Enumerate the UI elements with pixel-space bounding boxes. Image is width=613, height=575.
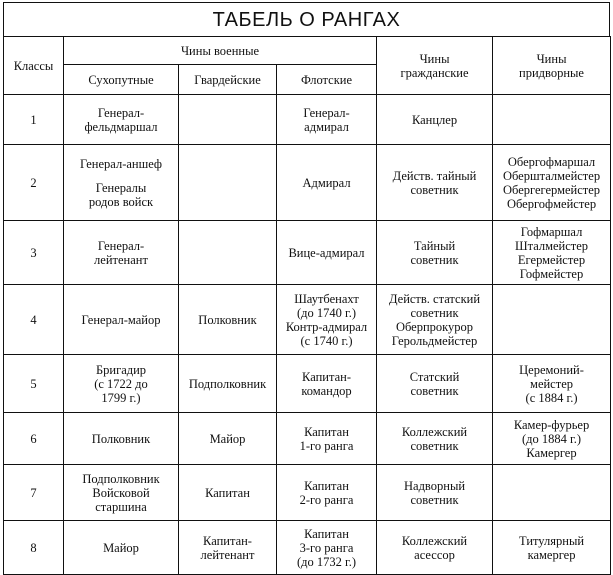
cell-line: Генерал-аншеф <box>79 156 163 171</box>
header-guard: Гвардейские <box>179 65 277 95</box>
cell-court <box>493 465 611 521</box>
cell-line: Капитан <box>304 424 349 439</box>
cell-line: Герольдмейстер <box>391 333 478 348</box>
cell-class: 3 <box>4 221 64 285</box>
cell-fleet <box>277 355 377 413</box>
cell-line: Шаутбенахт <box>294 291 359 306</box>
table-row <box>4 355 611 413</box>
cell-line: Контр-адмирал <box>285 319 368 334</box>
cell-line: Адмирал <box>302 175 351 190</box>
cell-fleet <box>277 145 377 221</box>
cell-line: Егермейстер <box>517 252 586 267</box>
cell-civil <box>377 145 493 221</box>
table-row <box>4 465 611 521</box>
cell-line: (с 1740 г.) <box>300 333 353 348</box>
cell-line: Генерал- <box>303 105 350 120</box>
cell-line: советник <box>410 182 459 197</box>
rank-table <box>3 36 611 575</box>
cell-line: (с 1722 до <box>94 376 148 391</box>
header-civil-line: гражданские <box>400 65 469 80</box>
table-title: ТАБЕЛЬ О РАНГАХ <box>3 2 610 36</box>
cell-class: 7 <box>4 465 64 521</box>
cell-class: 4 <box>4 285 64 355</box>
cell-guard <box>179 465 277 521</box>
cell-line: 2-го ранга <box>299 492 354 507</box>
cell-guard <box>179 413 277 465</box>
cell-civil <box>377 95 493 145</box>
header-classes: Классы <box>4 37 64 95</box>
cell-line: Генерал-майор <box>81 312 161 327</box>
cell-line: Камергер <box>526 445 577 460</box>
cell-line: Подполковник <box>82 471 160 486</box>
cell-guard <box>179 221 277 285</box>
cell-line: Генералы <box>95 180 147 195</box>
cell-line: Бригадир <box>95 362 147 377</box>
cell-line: Обергегермейстер <box>502 182 601 197</box>
header-civil <box>377 37 493 95</box>
cell-civil <box>377 521 493 575</box>
table-row <box>4 95 611 145</box>
cell-line: Гофмейстер <box>519 266 584 281</box>
cell-line: адмирал <box>304 119 349 134</box>
cell-court <box>493 221 611 285</box>
cell-line: Полковник <box>91 431 151 446</box>
cell-fleet <box>277 465 377 521</box>
cell-line: Церемоний- <box>519 362 584 377</box>
cell-civil <box>377 465 493 521</box>
cell-line: Действ. статский <box>388 291 481 306</box>
table-row <box>4 285 611 355</box>
cell-land <box>64 355 179 413</box>
cell-line: Майор <box>103 540 139 555</box>
header-civil-line: Чины <box>419 51 450 66</box>
cell-class: 6 <box>4 413 64 465</box>
cell-line: Полковник <box>198 312 257 327</box>
cell-class: 5 <box>4 355 64 413</box>
cell-line: Коллежский <box>401 533 468 548</box>
cell-line: 3-го ранга <box>299 540 354 555</box>
cell-line: Обершталмейстер <box>502 168 601 183</box>
cell-line: Титулярный <box>519 533 585 548</box>
cell-line: Генерал- <box>97 238 145 253</box>
cell-guard <box>179 521 277 575</box>
cell-line: Камер-фурьер <box>513 417 590 432</box>
cell-line: Генерал- <box>97 105 145 120</box>
cell-line: Подполковник <box>188 376 267 391</box>
table-row <box>4 413 611 465</box>
cell-line: Оберпрокурор <box>395 319 474 334</box>
cell-line: камергер <box>527 547 576 562</box>
cell-class: 8 <box>4 521 64 575</box>
cell-line: Капитан- <box>203 533 252 548</box>
cell-class: 2 <box>4 145 64 221</box>
cell-line: командор <box>301 383 352 398</box>
cell-line: Обергофмейстер <box>506 196 597 211</box>
header-military: Чины военные <box>64 37 377 65</box>
cell-line: родов войск <box>88 194 154 209</box>
cell-fleet <box>277 221 377 285</box>
cell-line: мейстер <box>530 376 573 391</box>
cell-civil <box>377 413 493 465</box>
table-row <box>4 145 611 221</box>
cell-line: Обергофмаршал <box>507 154 596 169</box>
cell-fleet <box>277 95 377 145</box>
cell-line: Коллежский <box>401 424 468 439</box>
cell-line: 1-го ранга <box>299 438 354 453</box>
cell-land <box>64 465 179 521</box>
rank-table-sheet <box>3 2 610 575</box>
header-land: Сухопутные <box>64 65 179 95</box>
cell-line: (до 1732 г.) <box>296 554 357 569</box>
cell-land <box>64 221 179 285</box>
cell-line: советник <box>410 492 459 507</box>
cell-line: советник <box>410 438 459 453</box>
cell-line: советник <box>410 252 459 267</box>
cell-line: старшина <box>95 499 147 514</box>
cell-court <box>493 521 611 575</box>
cell-line: асессор <box>414 547 455 562</box>
cell-class: 1 <box>4 95 64 145</box>
cell-court <box>493 145 611 221</box>
cell-line: Майор <box>209 431 246 446</box>
group-gap <box>66 171 176 181</box>
cell-court <box>493 413 611 465</box>
cell-line: Капитан <box>205 485 250 500</box>
cell-line: 1799 г.) <box>101 390 141 405</box>
cell-civil <box>377 355 493 413</box>
cell-fleet <box>277 285 377 355</box>
table-row <box>4 521 611 575</box>
cell-line: Капитан- <box>302 369 351 384</box>
cell-line: (до 1884 г.) <box>522 431 582 446</box>
cell-line: Действ. тайный <box>392 168 477 183</box>
cell-land <box>64 145 179 221</box>
cell-civil <box>377 221 493 285</box>
cell-line: Войсковой <box>92 485 150 500</box>
cell-guard <box>179 355 277 413</box>
cell-line: Капитан <box>304 478 349 493</box>
cell-line: Надворный <box>404 478 466 493</box>
cell-line: (до 1740 г.) <box>296 305 357 320</box>
header-fleet: Флотские <box>277 65 377 95</box>
cell-line: Гофмаршал <box>520 224 583 239</box>
cell-fleet <box>277 521 377 575</box>
cell-line: (с 1884 г.) <box>525 390 578 405</box>
cell-line: лейтенант <box>94 252 148 267</box>
header-court-line: Чины <box>536 51 567 66</box>
cell-land <box>64 95 179 145</box>
cell-guard <box>179 285 277 355</box>
cell-land <box>64 413 179 465</box>
cell-court <box>493 95 611 145</box>
header-court-line: придворные <box>519 65 584 80</box>
cell-line: фельдмаршал <box>84 119 158 134</box>
cell-court <box>493 285 611 355</box>
cell-line: Тайный <box>413 238 456 253</box>
table-row <box>4 221 611 285</box>
cell-line: Статский <box>409 369 460 384</box>
cell-fleet <box>277 413 377 465</box>
cell-line: советник <box>410 305 459 320</box>
cell-court <box>493 355 611 413</box>
cell-line: Капитан <box>304 526 349 541</box>
cell-guard <box>179 95 277 145</box>
cell-land <box>64 521 179 575</box>
header-court <box>493 37 611 95</box>
rank-table-body <box>4 95 611 575</box>
cell-line: советник <box>410 383 459 398</box>
cell-guard <box>179 145 277 221</box>
cell-line: Вице-адмирал <box>288 245 365 260</box>
cell-line: Канцлер <box>411 112 458 127</box>
cell-land <box>64 285 179 355</box>
cell-line: лейтенант <box>200 547 255 562</box>
cell-line: Шталмейстер <box>514 238 589 253</box>
cell-civil <box>377 285 493 355</box>
